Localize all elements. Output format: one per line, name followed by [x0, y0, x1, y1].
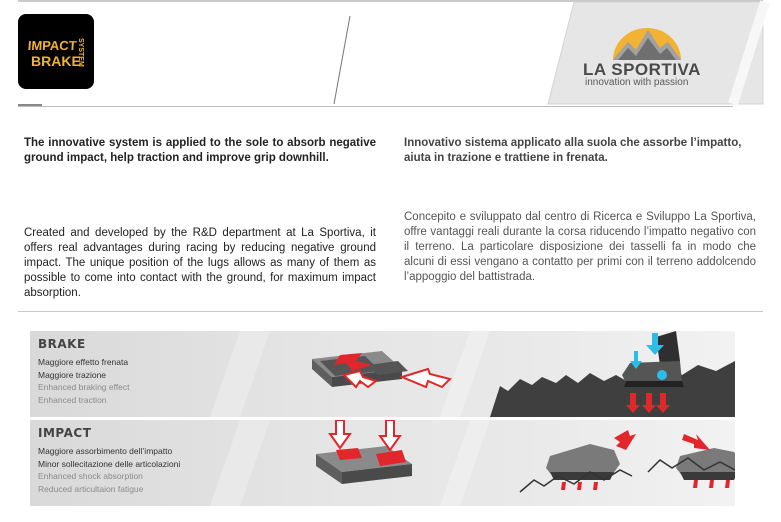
intro-english-body: Created and developed by the R&D department at La Sportiva, it offers real advantages during racing by reducing negative ground impact. The unique position of the lugs allows as many of them as possible to come into contact with the ground, for maximum impact absorption. [24, 227, 376, 299]
feature-row-impact [30, 420, 735, 506]
brake-lugs-diagram [312, 351, 450, 387]
feature-lines-impact [38, 445, 180, 495]
shoe-impact-icon-2 [648, 434, 735, 488]
brake-line-en-2: Enhanced traction [38, 394, 107, 405]
brake-line-it-2: Maggiore trazione [38, 369, 107, 380]
brake-line-it-1: Maggiore effetto frenata [38, 357, 129, 367]
brake-illustration [30, 331, 735, 417]
impact-line-it-2: Minor sollecitazione delle articolazioni [38, 458, 181, 469]
intro-italian-body: Concepito e sviluppato dal centro di Ricerca e Sviluppo La Sportiva, offre vantaggi reali durante la corsa riducendo l’impatto negativo con il terreno. La particolare disposizione dei tasselli fa in modo che alcuni di essi vengano a contatto per primi con il terreno addolcendo l’appoggio del battistrada. [404, 211, 756, 283]
impact-line-en-1: Enhanced shock absorption [38, 471, 143, 481]
trail-ground-graphic [490, 361, 735, 417]
brand-name: LA SPORTIVA [583, 60, 701, 79]
feature-lines-brake [38, 356, 130, 406]
feature-title-impact: IMPACT [38, 426, 92, 440]
badge-line-system: SYSTEM [77, 38, 84, 67]
impact-line-en-2: Reduced articultaion fatigue [38, 483, 144, 494]
brake-line-en-1: Enhanced braking effect [38, 382, 130, 392]
impact-line-it-1: Maggiore assorbimento dell’impatto [38, 446, 173, 456]
feature-title-brake: BRAKE [38, 337, 86, 351]
impact-lugs-diagram [316, 420, 412, 484]
intro-english-summary: The innovative system is applied to the sole to absorb negative ground impact, help traction and improve grip downhill. [24, 137, 376, 164]
intro-italian-summary: Innovativo sistema applicato alla suola che assorbe l’impatto, aiuta in trazione e trattiene in frenata. [404, 137, 742, 164]
brand-tagline: innovation with passion [585, 77, 689, 88]
badge-line-brake: BRAKE [31, 53, 81, 69]
section-rule [18, 311, 763, 312]
shoe-impact-icon-1 [520, 430, 636, 492]
feature-row-brake [30, 331, 735, 417]
badge-line-impact: IMPACT [27, 38, 78, 53]
